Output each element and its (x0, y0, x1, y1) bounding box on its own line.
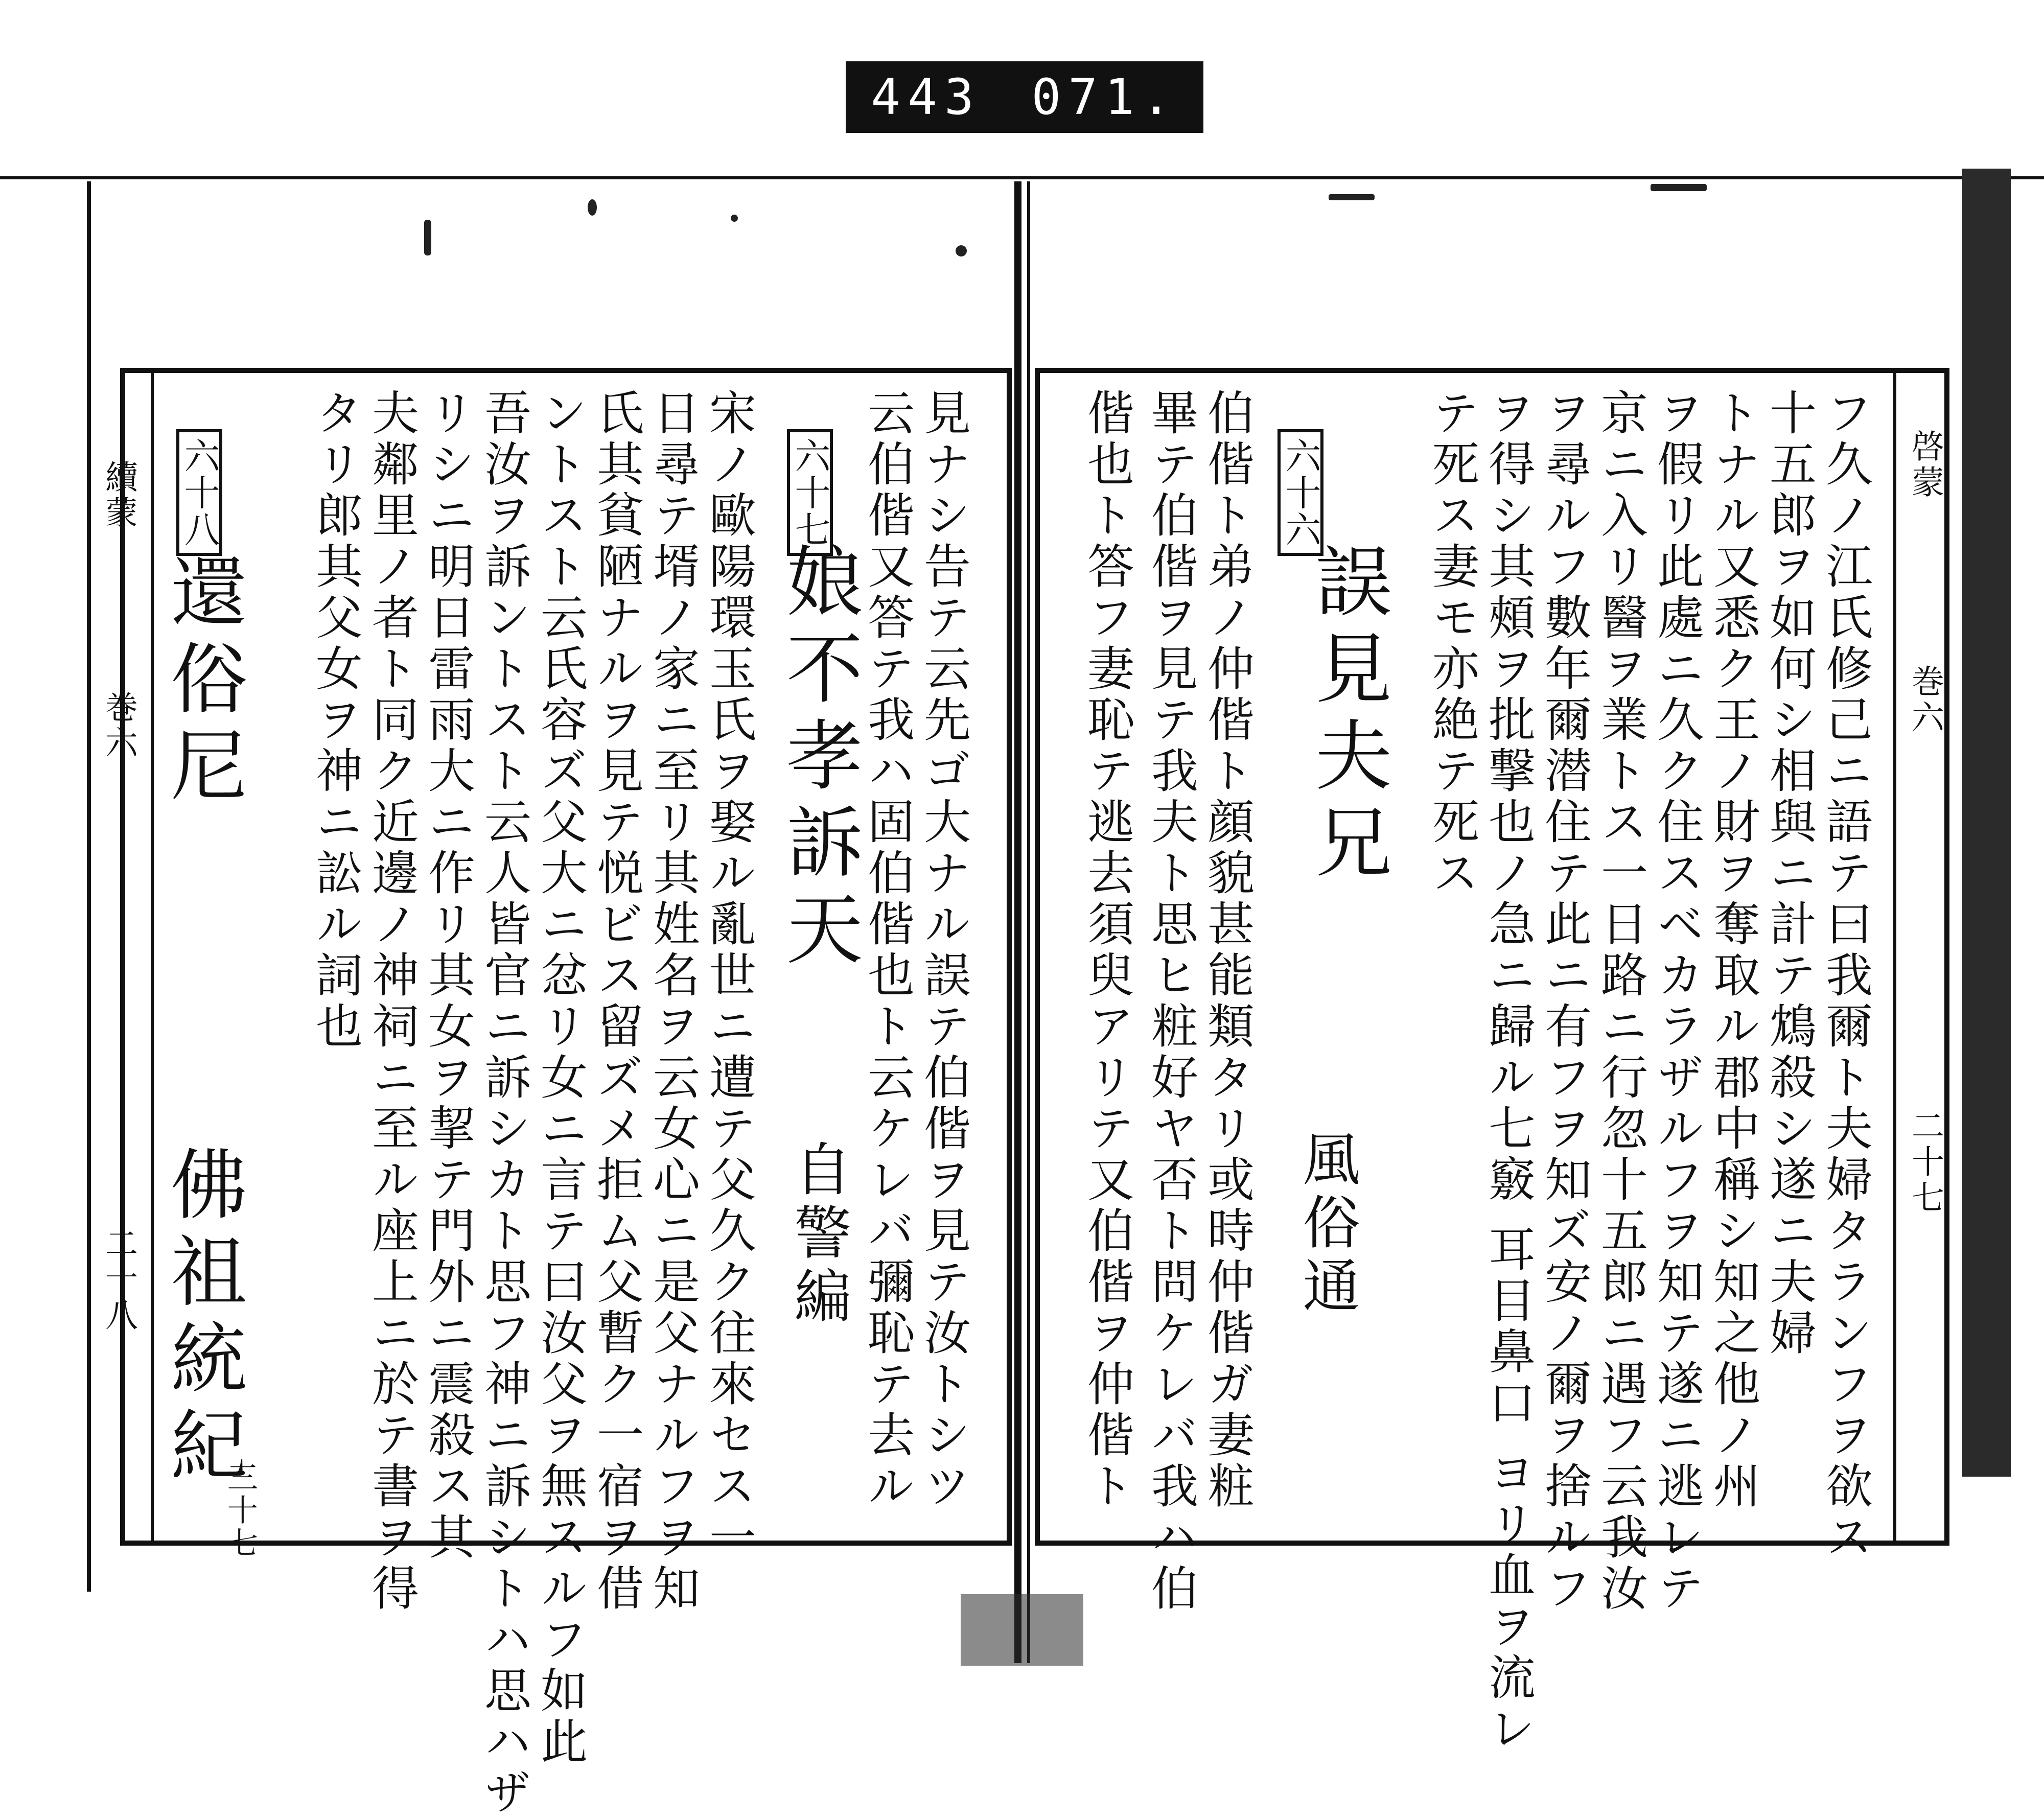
book-spine (1962, 169, 2011, 1477)
story-67-column-2: 日尋テ壻ノ家ニ至リ其姓名ヲ云女心ニ是父ナルフヲ知 (645, 388, 700, 1615)
story-68-source-volume: 三十七 (222, 1461, 258, 1559)
left-page-edge (87, 181, 91, 1592)
story-68-title: 還俗尼 (157, 552, 246, 812)
left-margin-title: 續蒙 (100, 460, 137, 531)
right-margin-page: 二十七 (1906, 1109, 1944, 1216)
story-66-source: 風俗通 (1293, 1129, 1360, 1319)
fold-tab (961, 1594, 1083, 1666)
right-margin-title: 啓蒙 (1906, 429, 1944, 501)
right-margin-line (1893, 373, 1896, 1543)
center-fold (1014, 181, 1021, 1663)
right-column-1: フ久ノ江氏修己ニ語テ曰我爾ト夫婦タランフヲ欲ス (1818, 388, 1873, 1564)
right-column-5: 京ニ入リ醫ヲ業トス一日路ニ行忽十五郎ニ遇フ云我汝 (1593, 388, 1648, 1615)
story-66-number: 六十六 (1278, 429, 1323, 556)
catalog-tag-left: 443 (871, 68, 981, 126)
story-66-column-2: 畢テ伯偕ヲ見テ我夫ト思ヒ粧好ヤ否ト問ケレバ我ハ伯 (1144, 388, 1198, 1615)
ink-speck (956, 245, 967, 256)
catalog-tag-right: 071. (1031, 68, 1178, 126)
catalog-tag (846, 61, 1203, 133)
continuation-column-2: 云伯偕又答テ我ハ固伯偕也ト云ケレバ彌恥テ去ル (860, 388, 915, 1512)
story-66-title: 誤見夫兄 (1302, 542, 1391, 889)
story-68-number: 六十八 (176, 429, 222, 556)
right-column-3: トナル又悉ク王ノ財ヲ奪取ル郡中稱シ知之他ノ州 (1706, 388, 1760, 1512)
story-66-column-3: 偕也ト答フ妻恥テ逃去須臾アリテ又伯偕ヲ仲偕ト (1080, 388, 1134, 1512)
story-67-column-3: 氏其貧陋ナルヲ見テ悦ビス留ズメ拒ム父暫ク一宿ヲ借 (589, 388, 644, 1615)
ink-speck (1651, 184, 1707, 191)
story-67-number: 六十七 (787, 429, 833, 556)
right-column-6: ヲ尋ルフ數年爾潜住テ此ニ有フヲ知ズ安ノ爾ヲ捨ルフ (1537, 388, 1592, 1615)
right-column-4: ヲ假リ此處ニ久ク住スベカラザルフヲ知テ遂ニ逃レテ (1650, 388, 1704, 1615)
story-66-column-1: 伯偕ト弟ノ仲偕ト顔貌甚能類タリ或時仲偕ガ妻粧 (1200, 388, 1255, 1512)
story-67-column-5: 吾汝ヲ訴ントスト云人皆官ニ訴シカト思フ神ニ訴シトハ思ハザ (477, 388, 531, 1819)
story-67-column-7: 夫鄰里ノ者ト同ク近邊ノ神祠ニ至ル座上ニ於テ書ヲ得 (364, 388, 419, 1615)
story-67-column-8: タリ郎其父女ヲ神ニ訟ル詞也 (308, 388, 363, 1053)
story-67-title: 娘不孝訴天 (773, 542, 862, 976)
right-column-2: 十五郎ヲ如何シ相與ニ計テ鴆殺シ遂ニ夫婦 (1762, 388, 1817, 1359)
right-column-7: ヲ得シ其頰ヲ批撃也ノ急ニ歸ル七竅 耳目鼻口 ヨリ血ヲ流レ (1481, 388, 1536, 1755)
right-margin-volume: 巻六 (1906, 664, 1944, 736)
ink-speck (1329, 194, 1375, 200)
left-margin-page: 二十八 (100, 1226, 137, 1334)
story-67-column-6: リシニ明日雷雨大ニ作リ其女ヲ挈テ門外ニ震殺ス其 (421, 388, 475, 1564)
continuation-column-1: 見ナシ告テ云先ゴ大ナル誤テ伯偕ヲ見テ汝トシツ (916, 388, 971, 1512)
left-margin-volume: 巻六 (100, 690, 137, 761)
story-67-column-4: ントスト云氏容ズ父大ニ忿リ女ニ言テ曰汝父ヲ無スルフ如此 (533, 388, 588, 1768)
story-67-column-1: 宋ノ歐陽環玉氏ヲ娶ル亂世ニ遭テ父久ク往來セス一 (702, 388, 756, 1564)
ink-speck (588, 199, 597, 216)
ink-speck (731, 215, 738, 222)
center-fold-2 (1027, 181, 1030, 1663)
left-margin-line (151, 373, 154, 1543)
right-column-8: テ死ス妻モ亦絶テ死ス (1425, 388, 1479, 899)
story-67-source: 自警編 (785, 1139, 851, 1330)
story-68-source: 佛祖統紀 (157, 1145, 246, 1492)
ink-speck (424, 220, 431, 255)
top-rule (0, 176, 2044, 179)
